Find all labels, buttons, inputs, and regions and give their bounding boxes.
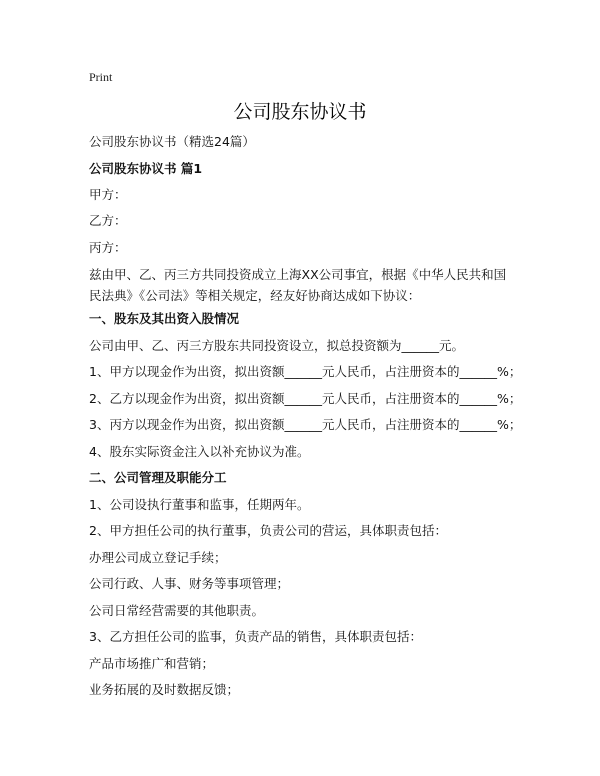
paragraph: 3、丙方以现金作为出资，拟出资额______元人民币，占注册资本的______%；: [89, 417, 522, 432]
paragraph: 公司由甲、乙、丙三方股东共同投资设立，拟总投资额为______元。: [89, 338, 465, 353]
paragraph: 2、甲方担任公司的执行董事，负责公司的营运，具体职责包括：: [89, 523, 447, 538]
heading-shareholders: 一、股东及其出资入股情况: [89, 311, 240, 326]
paragraph: 1、甲方以现金作为出资，拟出资额______元人民币，占注册资本的______%；: [89, 364, 522, 379]
print-link[interactable]: Print: [89, 70, 113, 84]
paragraph: 3、乙方担任公司的监事，负责产品的销售，具体职责包括：: [89, 629, 422, 644]
party-a-line: 甲方：: [89, 187, 127, 202]
paragraph: 1、公司设执行董事和监事，任期两年。: [89, 497, 310, 512]
heading-management: 二、公司管理及职能分工: [89, 470, 227, 485]
paragraph: 业务拓展的及时数据反馈；: [89, 682, 240, 697]
paragraph: 4、股东实际资金注入以补充协议为准。: [89, 444, 310, 459]
intro-paragraph: 兹由甲、乙、丙三方共同投资成立上海XX公司事宜，根据《中华人民共和国民法典》《公司法》等相关规定，经友好协商达成如下协议：: [89, 267, 507, 303]
paragraph: 2、乙方以现金作为出资，拟出资额______元人民币，占注册资本的______%；: [89, 391, 522, 406]
paragraph: 产品市场推广和营销；: [89, 656, 215, 671]
paragraph: 公司行政、人事、财务等事项管理；: [89, 576, 290, 591]
paragraph: 公司日常经营需要的其他职责。: [89, 603, 265, 618]
document-title: 公司股东协议书: [233, 101, 367, 123]
party-b-line: 乙方：: [89, 213, 127, 228]
party-c-line: 丙方：: [89, 240, 127, 255]
paragraph: 办理公司成立登记手续；: [89, 550, 227, 565]
document-subtitle: 公司股东协议书（精选24篇）: [89, 134, 255, 149]
section-heading: 公司股东协议书 篇1: [89, 161, 203, 176]
